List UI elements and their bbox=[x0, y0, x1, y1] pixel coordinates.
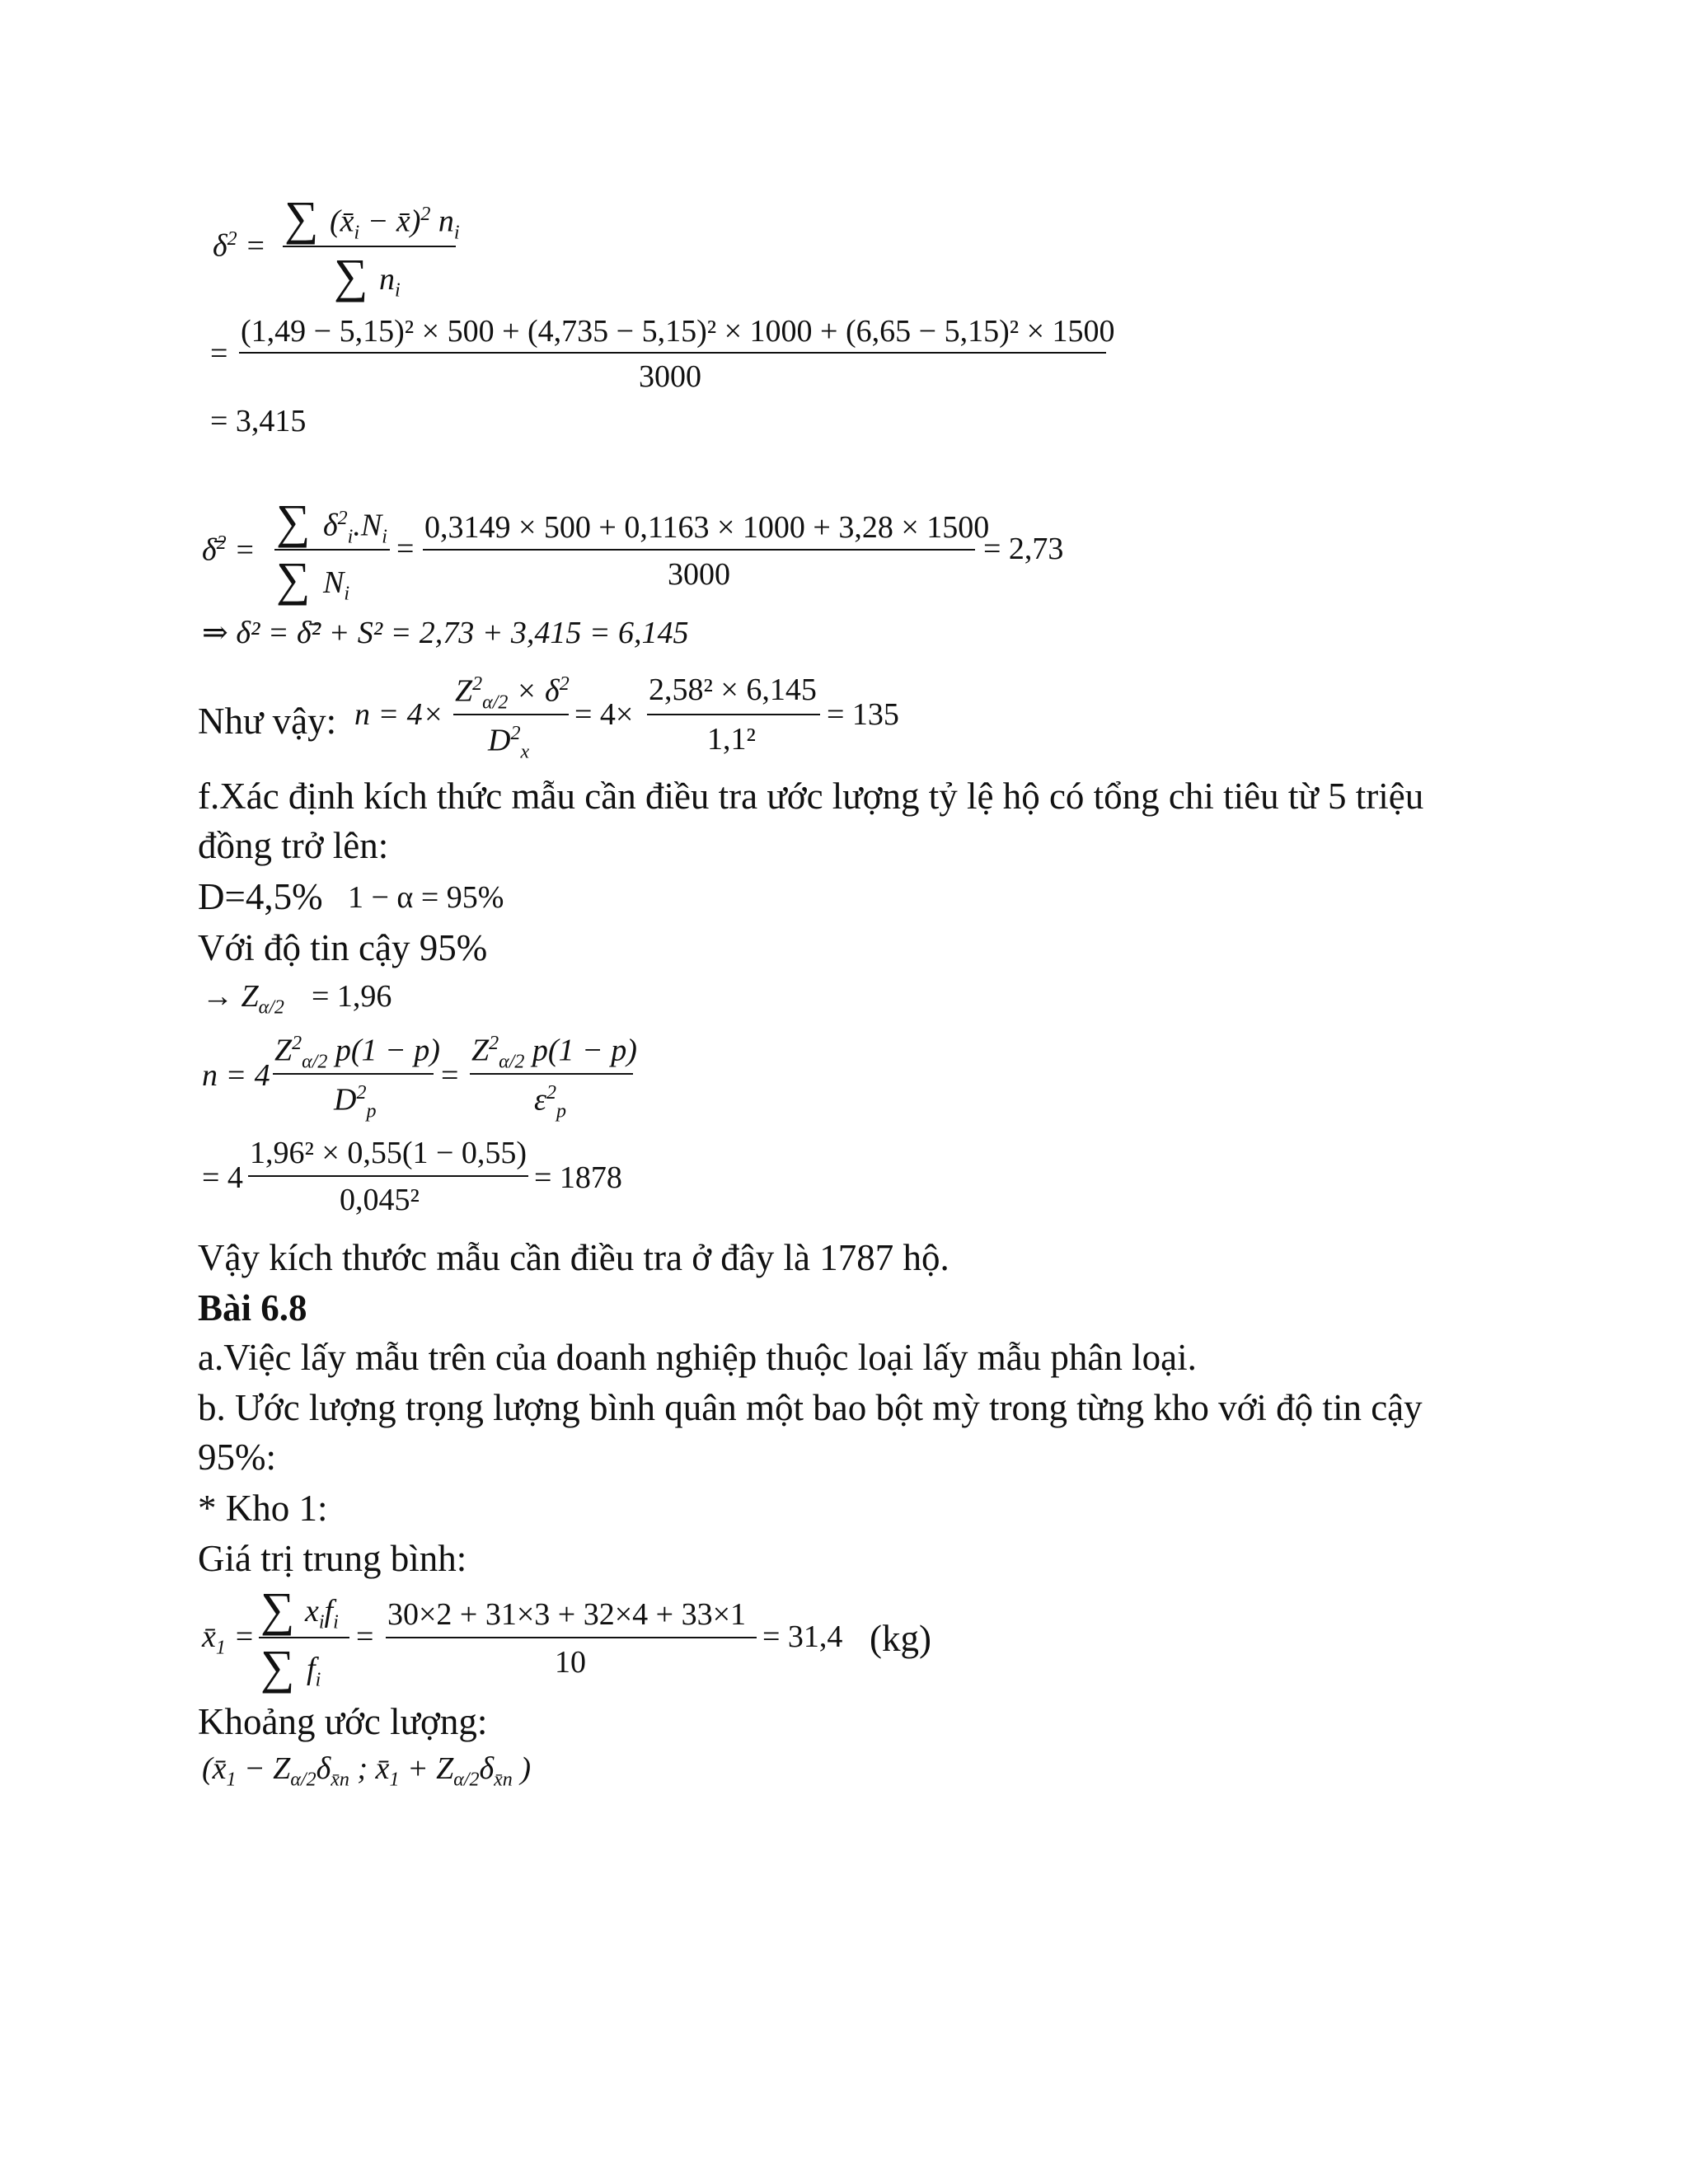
confidence-equation: 1 − α = 95% bbox=[348, 880, 504, 915]
sample-size-result: = 135 bbox=[827, 697, 899, 732]
mean-denominator: $f_i$ bbox=[307, 1652, 321, 1691]
proportion-denominator-2: $\varepsilon^2_p$ bbox=[534, 1082, 566, 1122]
fraction-bar bbox=[274, 549, 390, 551]
paragraph-a: a.Việc lấy mẫu trên của doanh nghiệp thuộc loại lấy mẫu phân loại. bbox=[198, 1337, 1197, 1378]
expansion-denominator: 3000 bbox=[639, 359, 701, 394]
sum-symbol: ∑ bbox=[284, 191, 319, 245]
equals-four-times: = 4× bbox=[574, 697, 634, 732]
mean-variance-denominator: $N_i$ bbox=[323, 565, 350, 605]
sum-symbol: ∑ bbox=[334, 249, 368, 302]
variance-numerator: ($x̄_i$ − x̄)$^2$ $n_i$ bbox=[330, 204, 460, 244]
z-value: = 1,96 bbox=[312, 979, 392, 1014]
mean-result: = 31,4 bbox=[762, 1619, 843, 1654]
fraction-bar bbox=[470, 1073, 633, 1075]
mean-variance-result: = 2,73 bbox=[983, 532, 1064, 566]
fraction-bar bbox=[259, 1637, 349, 1638]
proportion-numerator: $Z^2_{\alpha/2}$ p(1 − p) bbox=[274, 1033, 440, 1073]
fraction-bar bbox=[273, 1073, 434, 1075]
proportion-numerator-2: $Z^2_{\alpha/2}$ p(1 − p) bbox=[471, 1033, 637, 1073]
mean-value-label: Giá trị trung bình: bbox=[198, 1538, 467, 1579]
estimation-interval-formula: ($x̄_1 - Z_{\alpha/2}\delta_{x̄n}$ ; $x̄_1 + Z_{\alpha/2}\delta_{x̄n}$ ) bbox=[202, 1751, 531, 1791]
sum-symbol: ∑ bbox=[260, 1582, 295, 1636]
fraction-bar bbox=[453, 714, 569, 715]
nhu-vay-label: Như vậy: bbox=[198, 701, 337, 742]
fraction-bar bbox=[283, 246, 456, 247]
sample-size-calc-numerator: 2,58² × 6,145 bbox=[649, 673, 817, 707]
mean-variance-calc-numerator: 0,3149 × 500 + 0,1163 × 1000 + 3,28 × 1500 bbox=[424, 510, 990, 545]
equals-sign: = bbox=[441, 1058, 459, 1093]
equation-total-variance: ⇒ δ² = δ̄² + S² = 2,73 + 3,415 = 6,145 bbox=[202, 616, 689, 650]
proportion-denominator: $D^2_p$ bbox=[334, 1082, 377, 1122]
mean-variance-numerator: $\delta^2_i.N_i$ bbox=[323, 508, 387, 548]
mean-calc-denominator: 10 bbox=[555, 1645, 586, 1680]
sample-size-numerator: $Z^2_{\alpha/2} \times \delta^2$ bbox=[455, 673, 570, 714]
estimation-interval-label: Khoảng ước lượng: bbox=[198, 1701, 488, 1742]
fraction-bar bbox=[248, 1175, 528, 1177]
fraction-bar bbox=[239, 352, 1106, 354]
expansion-result: = 3,415 bbox=[210, 404, 307, 438]
mean-variance-calc-denominator: 3000 bbox=[668, 557, 730, 592]
expansion-numerator: (1,49 − 5,15)² × 500 + (4,735 − 5,15)² × 1000 + (6,65 − 5,15)² × 1500 bbox=[241, 314, 1115, 349]
sum-symbol: ∑ bbox=[276, 494, 311, 548]
conclusion-text: Vậy kích thước mẫu cần điều tra ở đây là 1787 hộ. bbox=[198, 1237, 950, 1278]
sum-symbol: ∑ bbox=[260, 1640, 295, 1694]
z-arrow: → $Z_{\alpha/2}$ bbox=[202, 979, 284, 1019]
x-bar-1: $x̄_1$ = bbox=[202, 1619, 256, 1659]
proportion-calc-denominator: 0,045² bbox=[340, 1183, 420, 1217]
paragraph-b-line1: b. Ước lượng trọng lượng bình quân một bao bột mỳ trong từng kho với độ tin cậy bbox=[198, 1387, 1423, 1428]
fraction-bar bbox=[386, 1637, 757, 1638]
fraction-bar bbox=[647, 714, 820, 715]
sum-symbol: ∑ bbox=[276, 552, 311, 606]
delta-symbol: $\delta^2$ = bbox=[213, 228, 266, 264]
section-heading: Bài 6.8 bbox=[198, 1287, 307, 1329]
kho-1-label: * Kho 1: bbox=[198, 1488, 328, 1529]
n-equals: n = 4× bbox=[354, 697, 444, 732]
sample-size-calc-denominator: 1,1² bbox=[707, 722, 756, 757]
variance-denominator: $n_i$ bbox=[379, 262, 401, 302]
fraction-bar bbox=[423, 549, 975, 551]
proportion-calc-numerator: 1,96² × 0,55(1 − 0,55) bbox=[250, 1136, 528, 1170]
paragraph-b-line2: 95%: bbox=[198, 1436, 276, 1478]
delta-bar-symbol: δ̄$^2$ = bbox=[202, 532, 256, 568]
equals-sign: = bbox=[396, 532, 415, 566]
unit-kg: (kg) bbox=[870, 1618, 931, 1659]
proportion-calc-result: = 1878 bbox=[534, 1160, 622, 1195]
equals-sign: = bbox=[356, 1619, 374, 1654]
equals-sign: = bbox=[210, 336, 228, 371]
paragraph-f-line2: đồng trở lên: bbox=[198, 825, 389, 866]
n-equals: n = 4 bbox=[202, 1058, 270, 1093]
confidence-text: Với độ tin cậy 95% bbox=[198, 927, 488, 968]
mean-numerator: $x_if_i$ bbox=[305, 1594, 339, 1633]
paragraph-f-line1: f.Xác định kích thức mẫu cần điều tra ước lượng tỷ lệ hộ có tổng chi tiêu từ 5 triệu bbox=[198, 776, 1424, 817]
d-value: D=4,5% bbox=[198, 876, 323, 917]
equals-four: = 4 bbox=[202, 1160, 243, 1195]
mean-calc-numerator: 30×2 + 31×3 + 32×4 + 33×1 bbox=[387, 1597, 747, 1632]
sample-size-denominator: $D^2_x$ bbox=[488, 723, 530, 763]
